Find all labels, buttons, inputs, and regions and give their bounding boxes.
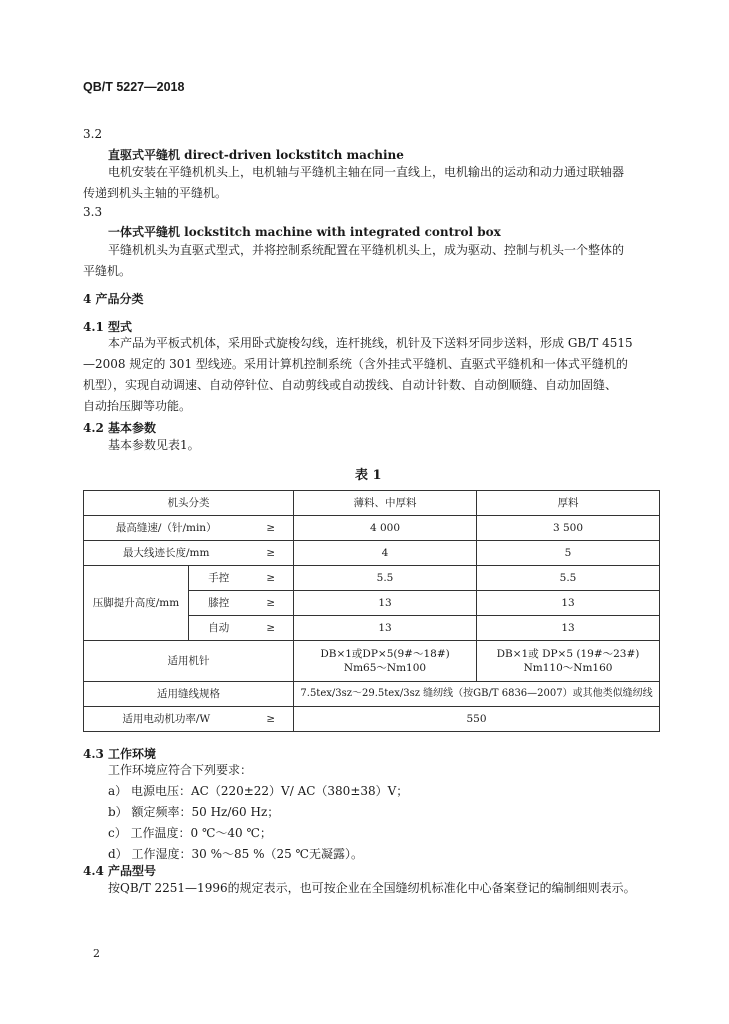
table-cell — [294, 641, 477, 682]
table-cell: 13 — [477, 616, 660, 641]
table-cell: 13 — [477, 591, 660, 616]
table-row — [84, 707, 660, 732]
table-cell: 550 — [294, 707, 660, 732]
table-header-row — [84, 491, 660, 516]
table-cell: 5.5 — [294, 566, 477, 591]
table-cell — [477, 641, 660, 682]
section-4-3-heading: 4.3 工作环境 — [83, 747, 157, 761]
section-4-4-heading: 4.4 产品型号 — [83, 864, 157, 878]
section-4-2-text: 基本参数见表1。 — [108, 438, 200, 452]
row-label: 最大线迹长度/mm — [84, 541, 249, 566]
table-row — [84, 516, 660, 541]
header-cell-thin-medium: 薄料、中厚料 — [294, 491, 477, 516]
ge-symbol: ≥ — [249, 591, 294, 616]
table-row — [84, 541, 660, 566]
section-4-4-text: 按QB/T 2251—1996的规定表示，也可按企业在全国缝纫机标准化中心备案登记的编制细则表示。 — [108, 881, 636, 895]
row-sublabel: 膝控 — [189, 591, 249, 616]
section-4-1-text-line4: 自动抬压脚等功能。 — [83, 399, 192, 413]
header-cell-category: 机头分类 — [84, 491, 294, 516]
section-4-1-text-line2: —2008 规定的 301 型线迹。采用计算机控制系统（含外挂式平缝机、直驱式平缝机和一体式平缝机的 — [83, 357, 628, 371]
list-item: c） 工作温度：0 ℃～40 ℃； — [108, 826, 272, 840]
section-3-2-term: 直驱式平缝机 direct-driven lockstitch machine — [108, 148, 404, 162]
section-4-1-heading: 4.1 型式 — [83, 320, 133, 334]
page-number: 2 — [93, 947, 100, 960]
table-1 — [83, 490, 660, 732]
needle-spec-thin: DB×1或DP×5(9#～18#) — [320, 648, 450, 660]
header-cell-thick: 厚料 — [477, 491, 660, 516]
row-label: 适用机针 — [84, 641, 294, 682]
section-3-3-text-line2: 平缝机。 — [83, 264, 132, 278]
section-3-3-text-line1: 平缝机机头为直驱式型式，并将控制系统配置在平缝机机头上，成为驱动、控制与机头一个整体的 — [108, 243, 625, 257]
table-row — [84, 566, 660, 591]
section-3-2-text-line2: 传递到机头主轴的平缝机。 — [83, 186, 228, 200]
table-cell: 13 — [294, 591, 477, 616]
ge-symbol: ≥ — [249, 707, 294, 732]
section-4-heading: 4 产品分类 — [83, 292, 144, 306]
row-sublabel: 手控 — [189, 566, 249, 591]
list-item: a） 电源电压：AC（220±22）V/ AC（380±38）V； — [108, 784, 409, 798]
row-label: 最高缝速/（针/min） — [84, 516, 249, 541]
section-3-2-text-line1: 电机安装在平缝机机头上，电机轴与平缝机主轴在同一直线上，电机输出的运动和动力通过联轴器 — [108, 165, 625, 179]
table-1-title: 表 1 — [355, 468, 382, 483]
ge-symbol: ≥ — [249, 516, 294, 541]
list-item: b） 额定频率：50 Hz/60 Hz； — [108, 805, 280, 819]
needle-nm-thin: Nm65～Nm100 — [343, 662, 427, 674]
ge-symbol: ≥ — [249, 616, 294, 641]
section-3-3-term: 一体式平缝机 lockstitch machine with integrated control box — [108, 225, 501, 239]
section-4-2-heading: 4.2 基本参数 — [83, 421, 157, 435]
row-sublabel: 自动 — [189, 616, 249, 641]
list-item: d） 工作湿度：30 %～85 %（25 ℃无凝露）。 — [108, 847, 363, 861]
table-cell: 4 000 — [294, 516, 477, 541]
needle-nm-thick: Nm110～Nm160 — [523, 662, 613, 674]
table-row — [84, 682, 660, 707]
table-cell: 5 — [477, 541, 660, 566]
needle-spec-thick: DB×1或 DP×5 (19#～23#) — [496, 648, 640, 660]
section-3-2-number: 3.2 — [83, 127, 103, 141]
table-cell: 13 — [294, 616, 477, 641]
table-cell: 5.5 — [477, 566, 660, 591]
table-cell: 7.5tex/3sz～29.5tex/3sz 缝纫线（按GB/T 6836—2007）或其他类似缝纫线 — [294, 682, 660, 707]
standard-number: QB/T 5227—2018 — [83, 80, 185, 94]
table-row — [84, 641, 660, 682]
section-4-3-intro: 工作环境应符合下列要求： — [108, 763, 253, 777]
table-cell: 4 — [294, 541, 477, 566]
row-group-label: 压脚提升高度/mm — [84, 566, 189, 641]
row-label: 适用缝线规格 — [84, 682, 294, 707]
ge-symbol: ≥ — [249, 541, 294, 566]
ge-symbol: ≥ — [249, 566, 294, 591]
section-4-1-text-line3: 机型），实现自动调速、自动停针位、自动剪线或自动拨线、自动计针数、自动倒顺缝、自动加固缝、 — [83, 378, 618, 392]
section-3-3-number: 3.3 — [83, 205, 103, 219]
row-label: 适用电动机功率/W — [84, 707, 249, 732]
table-cell: 3 500 — [477, 516, 660, 541]
section-4-1-text-line1: 本产品为平板式机体，采用卧式旋梭勾线，连杆挑线，机针及下送料牙同步送料，形成 GB/T 4515 — [108, 336, 633, 350]
